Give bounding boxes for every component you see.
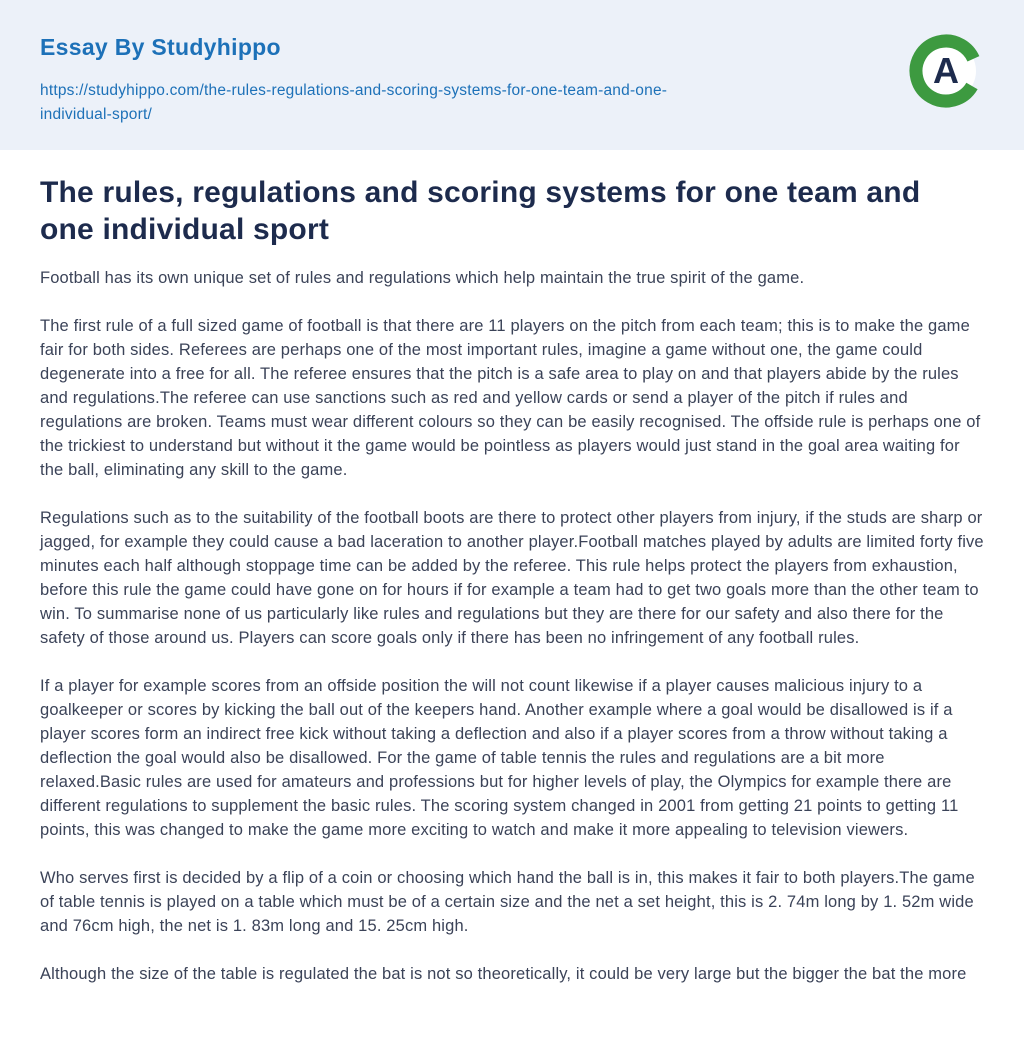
article-url-line1: https://studyhippo.com/the-rules-regulations-and-scoring-systems-for-one-team-and-one- bbox=[40, 82, 668, 99]
paragraph-2: The first rule of a full sized game of football is that there are 11 players on the pitch from each team; this is to make the game fair for both sides. Referees are perhaps one of the most important rules, imagine a game without one, the game could degenerate into a free for all. The referee ensures that the pitch is a safe area to play on and that players abide by the rules and regulations.The referee can use sanctions such as red and yellow cards or send a player of the pitch if rules and regulations are broken. Teams must wear different colours so they can be easily recognised. The offside rule is perhaps one of the trickiest to understand but without it the game would be pointless as players would just stand in the goal area waiting for the ball, eliminating any skill to the game. bbox=[40, 317, 981, 479]
studyhippo-logo bbox=[908, 33, 984, 109]
article-url-line2: individual-sport/ bbox=[40, 106, 152, 123]
article-content bbox=[0, 150, 1024, 986]
site-title: Essay By Studyhippo bbox=[40, 34, 281, 60]
article-url-link[interactable] bbox=[40, 79, 840, 127]
page-header bbox=[0, 0, 1024, 150]
page-title: The rules, regulations and scoring systems for one team and one individual sport bbox=[40, 176, 921, 246]
paragraph-4: If a player for example scores from an offside position the will not count likewise if a player causes malicious injury to a goalkeeper or scores by kicking the ball out of the keepers hand. Another example where a goal would be disallowed is if a player scores form an indirect free kick without taking a deflection and also if a player scores from a throw without taking a deflection the goal would also be disallowed. For the game of table tennis the rules and regulations are a bit more relaxed.Basic rules are used for amateurs and professions but for higher levels of play, the Olympics for example there are different regulations to supplement the basic rules. The scoring system changed in 2001 from getting 21 points to getting 11 points, this was changed to make the game more exciting to watch and make it more appealing to television viewers. bbox=[40, 677, 959, 839]
paragraph-3: Regulations such as to the suitability of the football boots are there to protect other players from injury, if the studs are sharp or jagged, for example they could cause a bad laceration to another player.Football matches played by adults are limited forty five minutes each half although stoppage time can be added by the referee. This rule helps protect the players from exhaustion, before this rule the game could have gone on for hours if for example a team had to get two goals more than the other team to win. To summarise none of us particularly like rules and regulations but they are there for our safety and also there for the safety of those around us. Players can score goals only if there has been no infringement of any football rules. bbox=[40, 509, 984, 647]
logo-letter: A bbox=[933, 50, 959, 91]
paragraph-1: Football has its own unique set of rules and regulations which help maintain the true spirit of the game. bbox=[40, 269, 805, 287]
studyhippo-logo-icon bbox=[908, 33, 984, 109]
paragraph-5: Who serves first is decided by a flip of a coin or choosing which hand the ball is in, this makes it fair to both players.The game of table tennis is played on a table which must be of a certain size and the net a set height, this is 2. 74m long by 1. 52m wide and 76cm high, the net is 1. 83m long and 15. 25cm high. bbox=[40, 869, 975, 935]
paragraph-6: Although the size of the table is regulated the bat is not so theoretically, it could be very large but the bigger the bat the more bbox=[40, 965, 967, 983]
